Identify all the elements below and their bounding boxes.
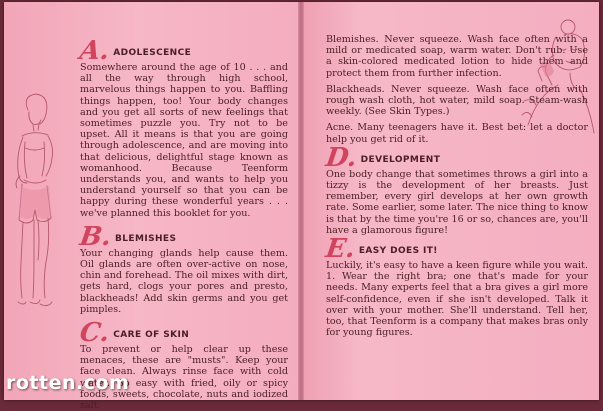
- section-development: [323, 142, 588, 236]
- paragraph-blackheads: Blackheads. Never squeeze. Wash face often with rough wash cloth, hot water, mild soap. Steam-wash weekly. (See Skin Types.): [326, 83, 588, 118]
- right-text-column: [323, 34, 588, 339]
- section-heading: [77, 221, 288, 252]
- section-adolescence: [77, 36, 288, 219]
- section-heading: [77, 36, 288, 66]
- section-heading: [323, 234, 588, 265]
- watermark-text: rotten.com: [6, 372, 130, 394]
- heading-title: BLEMISHES: [115, 233, 177, 244]
- drop-letter: D.: [323, 142, 359, 173]
- paragraph-adolescence: Somewhere around the age of 10 . . . and all the way through high school, marvelous things happen to you. Baffling things happen, too! Your body changes and you get all sorts of new feelings that sometimes puzzle you. Try not to be upset. All it means is that you are going through adolescence, and are moving into that delicious, delightful stage known as womanhood. Because Teenform understands you, and wants to help you understand yourself so that you can be happy during these wonderful years . . . we've planned this booklet for you.: [80, 62, 288, 219]
- book-gutter: [298, 2, 304, 400]
- paragraph-easy-intro: Luckily, it's easy to have a keen figure while you wait.: [326, 260, 588, 272]
- paragraph-right-bra: 1. Wear the right bra; one that's made for your needs. Many experts feel that a bra gives a girl more self-confidence, even if she isn't developed. Talk it over with your mother. She'll understand. Tell her, too, that Teenform is a company that makes bras only for young figures.: [326, 271, 588, 339]
- paragraph-blemishes: Your changing glands help cause them. Oil glands are often over-active on nose, chin and forehead. The oil mixes with dirt, gets hard, clogs your pores and presto, blackheads! Add skin germs and you get pimples.: [80, 247, 288, 315]
- paragraph-acne: Acne. Many teenagers have it. Best bet: let a doctor help you get rid of it.: [326, 122, 588, 145]
- drop-letter: C.: [77, 318, 112, 349]
- paragraph-blemishes-tips: Blemishes. Never squeeze. Wash face often with a mild or medicated soap, warm water. Don't rub. Use a skin-colored medicated lotion to hide them and protect them from further infection.: [326, 34, 588, 79]
- section-care-of-skin: [77, 318, 288, 411]
- heading-title: CARE OF SKIN: [113, 329, 190, 340]
- heading-title: ADOLESCENCE: [113, 47, 192, 58]
- paragraph-development: One body change that sometimes throws a girl into a tizzy is the development of her breasts. Just remember, every girl develops at her own growth rate. Some earlier, some later. The nice thing to know is that by the time you're 16 or so, chances are, you'll have a glamorous figure!: [326, 168, 588, 236]
- section-heading: [77, 318, 288, 349]
- paragraph-care-of-skin: To prevent or help clear up these menaces, these are "musts". Keep your face clean. Always rinse face with cold water. Go easy with fried, oily or spicy foods, sweets, chocolate, nuts and iodized salt.: [80, 344, 288, 411]
- section-heading: [323, 142, 588, 173]
- girl-illustration-left: [8, 92, 74, 322]
- drop-letter: A.: [77, 36, 112, 66]
- section-blemishes: [77, 221, 288, 315]
- left-text-column: [77, 36, 288, 411]
- heading-title: EASY DOES IT!: [358, 245, 438, 256]
- drop-letter: B.: [77, 221, 114, 252]
- drop-letter: E.: [323, 234, 357, 265]
- heading-title: DEVELOPMENT: [360, 154, 441, 165]
- section-easy-does-it: [323, 234, 588, 339]
